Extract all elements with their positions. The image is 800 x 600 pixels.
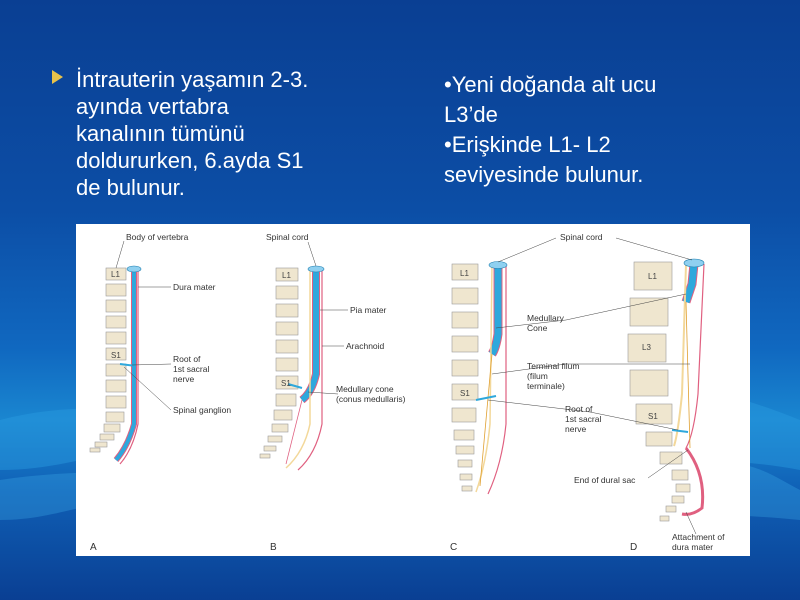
panel-a-s1-label: S1 <box>111 351 121 360</box>
panel-b-l1-label: L1 <box>282 271 291 280</box>
panel-d-letter: D <box>630 542 638 553</box>
label-root-a-3: nerve <box>173 374 195 384</box>
label-spinal-ganglion: Spinal ganglion <box>173 405 232 415</box>
panel-a-l1-label: L1 <box>111 270 120 279</box>
label-root-a-2: 1st sacral <box>173 364 210 374</box>
label-medullary-cone-c-1: Medullary <box>527 313 564 323</box>
left-bullet-text: İntrauterin yaşamın 2-3. ayında vertabra kanalının tümünü doldururken, 6.ayda S1 de bulunur. <box>76 67 309 200</box>
label-medullary-cone-b-2: (conus medullaris) <box>336 394 406 404</box>
label-spinal-cord-cd: Spinal cord <box>560 232 603 242</box>
panel-a-letter: A <box>90 542 97 553</box>
right-bullet-2: •Erişkinde L1- L2 seviyesinde bulunur. <box>444 132 644 187</box>
label-medullary-cone-b-1: Medullary cone <box>336 384 394 394</box>
panel-c-l1-label: L1 <box>460 269 469 278</box>
panel-b-letter: B <box>270 542 277 553</box>
panel-c-illustration <box>452 262 507 495</box>
label-root-c-1: Root of <box>565 404 593 414</box>
label-medullary-cone-c-2: Cone <box>527 323 548 333</box>
arrow-bullet-icon <box>52 70 63 84</box>
label-dura-mater: Dura mater <box>173 282 216 292</box>
label-root-c-3: nerve <box>565 424 587 434</box>
label-end-of-dural-sac: End of dural sac <box>574 475 636 485</box>
label-attachment-2: dura mater <box>672 542 714 552</box>
panel-d-l1-label: L1 <box>648 272 657 281</box>
panel-d-s1-label: S1 <box>648 412 658 421</box>
label-body-of-vertebra: Body of vertebra <box>126 232 189 242</box>
label-pia-mater: Pia mater <box>350 305 387 315</box>
label-terminal-filum-2: (filum <box>527 371 548 381</box>
left-bullet <box>52 66 382 201</box>
label-root-a-1: Root of <box>173 354 201 364</box>
label-terminal-filum-1: Terminal filum <box>527 361 580 371</box>
label-arachnoid: Arachnoid <box>346 341 385 351</box>
label-attachment-1: Attachment of <box>672 532 725 542</box>
panel-c-letter: C <box>450 542 458 553</box>
label-terminal-filum-3: terminale) <box>527 381 565 391</box>
panel-b-illustration <box>260 266 324 470</box>
panel-b-s1-label: S1 <box>281 379 291 388</box>
panel-d-l3-label: L3 <box>642 343 651 352</box>
right-bullet-1: •Yeni doğanda alt ucu L3’de <box>444 72 657 127</box>
label-spinal-cord-b: Spinal cord <box>266 232 309 242</box>
spinal-cord-figure <box>76 224 750 556</box>
panel-c-s1-label: S1 <box>460 389 470 398</box>
label-root-c-2: 1st sacral <box>565 414 602 424</box>
right-bullets <box>444 70 764 190</box>
